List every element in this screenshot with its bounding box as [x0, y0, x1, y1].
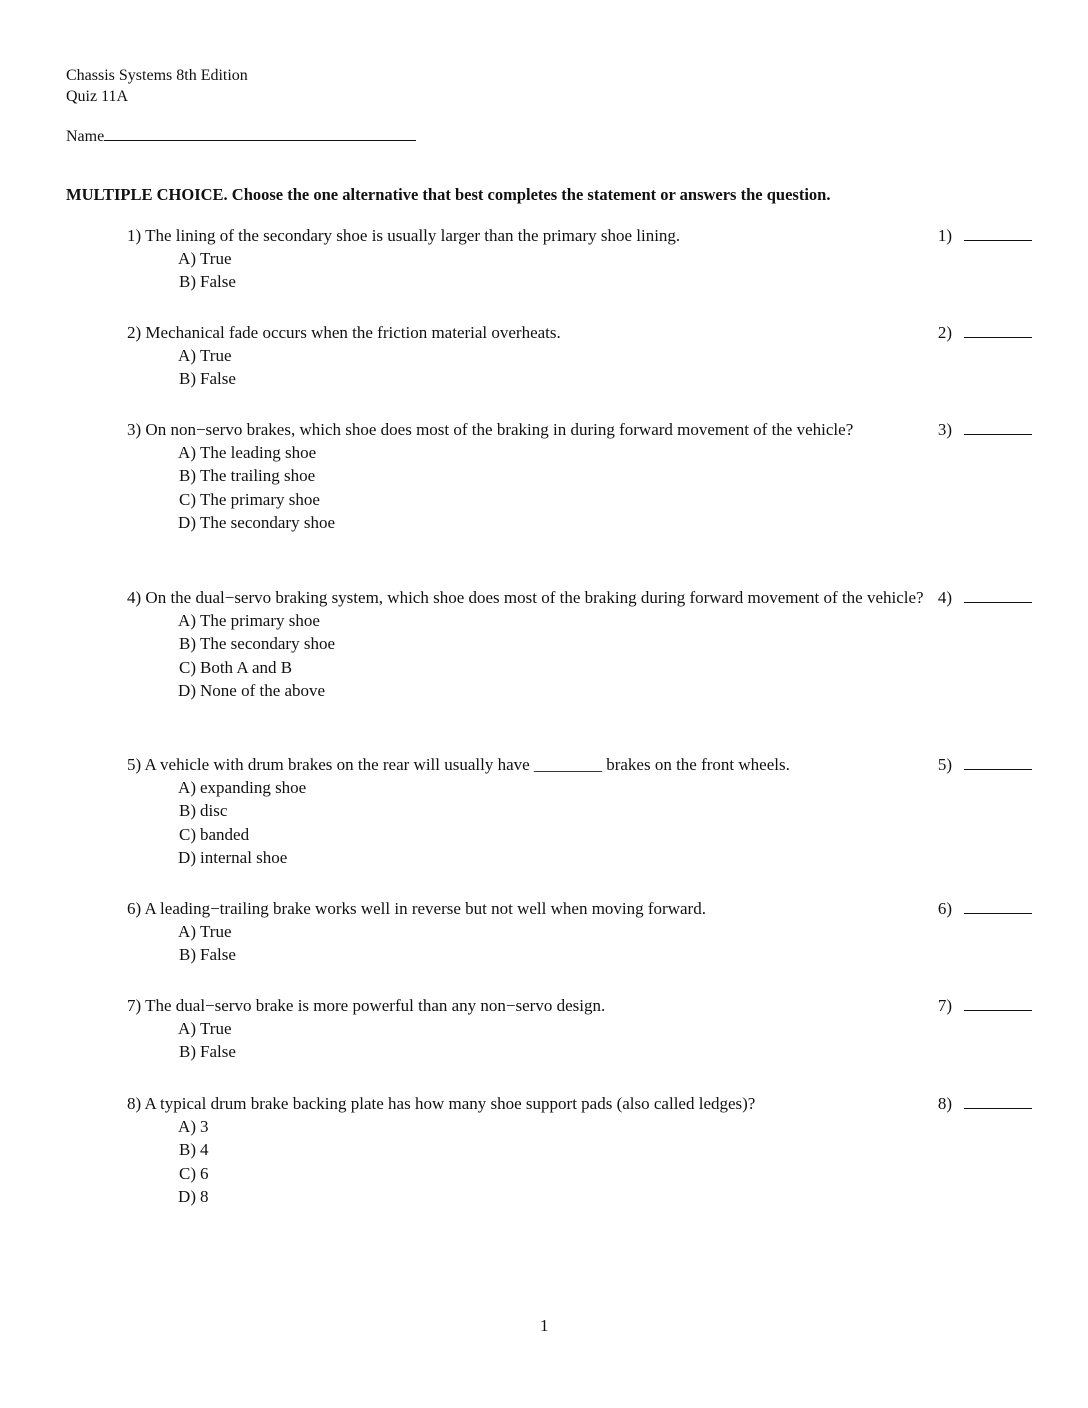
option-text: The leading shoe: [200, 443, 317, 463]
answer-option[interactable]: [127, 609, 1087, 632]
question-stem: 8) A typical drum brake backing plate has how many shoe support pads (also called ledges)?: [127, 1094, 756, 1113]
question: [127, 994, 1087, 1064]
option-label: D): [178, 512, 196, 532]
answer-blank[interactable]: [964, 325, 1032, 338]
question: [127, 224, 1087, 294]
course-title: Chassis Systems 8th Edition: [66, 67, 248, 84]
answer-option[interactable]: [127, 1185, 1087, 1208]
option-text: banded: [200, 824, 250, 844]
answer-option[interactable]: [127, 344, 1087, 367]
answer-number: 5): [937, 755, 952, 774]
option-label: A): [178, 249, 196, 269]
answer-blank[interactable]: [964, 590, 1032, 603]
option-label: B): [179, 272, 196, 292]
question-stem: 3) On non−servo brakes, which shoe does most of the braking in during forward movement of the vehicle?: [127, 420, 854, 439]
option-label: D): [178, 680, 196, 700]
answer-option[interactable]: [127, 656, 1087, 679]
option-text: None of the above: [200, 680, 326, 700]
option-label: A): [178, 1117, 196, 1137]
option-text: True: [200, 249, 232, 269]
question: [127, 586, 1087, 702]
answer-option[interactable]: [127, 1138, 1087, 1161]
option-label: A): [178, 922, 196, 942]
answer-field[interactable]: [930, 586, 1032, 609]
option-label: A): [178, 778, 196, 798]
option-text: 8: [200, 1186, 209, 1206]
option-text: False: [200, 945, 236, 965]
option-label: C): [179, 489, 196, 509]
option-label: B): [179, 369, 196, 389]
answer-number: 6): [937, 899, 952, 918]
answer-option[interactable]: [127, 488, 1087, 511]
question: [127, 418, 1087, 534]
question: [127, 753, 1087, 869]
option-text: The primary shoe: [200, 611, 320, 631]
answer-option[interactable]: [127, 943, 1087, 966]
option-text: The trailing shoe: [200, 466, 316, 486]
option-label: A): [178, 443, 196, 463]
option-label: A): [178, 1019, 196, 1039]
answer-number: 7): [937, 996, 952, 1015]
option-text: 3: [200, 1117, 209, 1137]
question-stem: 5) A vehicle with drum brakes on the rear will usually have ________ brakes on the front wheels.: [127, 755, 790, 774]
option-label: B): [179, 466, 196, 486]
answer-number: 8): [937, 1094, 952, 1113]
option-text: The secondary shoe: [200, 512, 336, 532]
option-text: disc: [200, 801, 228, 821]
option-label: B): [179, 945, 196, 965]
instructions: MULTIPLE CHOICE. Choose the one alternative that best completes the statement or answers the question.: [66, 185, 831, 204]
question-stem: 2) Mechanical fade occurs when the friction material overheats.: [127, 323, 561, 342]
question-stem: 4) On the dual−servo braking system, which shoe does most of the braking during forward movement of the vehicle?: [127, 588, 924, 607]
answer-field[interactable]: [930, 1092, 1032, 1115]
option-text: The primary shoe: [200, 489, 320, 509]
answer-option[interactable]: [127, 632, 1087, 655]
answer-option[interactable]: [127, 1017, 1087, 1040]
answer-blank[interactable]: [964, 1096, 1032, 1109]
answer-option[interactable]: [127, 1040, 1087, 1063]
option-text: True: [200, 1019, 232, 1039]
quiz-title: Quiz 11A: [66, 88, 129, 105]
answer-field[interactable]: [930, 418, 1032, 441]
answer-number: 3): [937, 420, 952, 439]
answer-number: 1): [937, 226, 952, 245]
page-number: 1: [540, 1316, 549, 1335]
option-text: internal shoe: [200, 847, 288, 867]
answer-option[interactable]: [127, 1162, 1087, 1185]
option-text: Both A and B: [200, 657, 293, 677]
answer-field[interactable]: [930, 994, 1032, 1017]
question: [127, 897, 1087, 967]
question-stem: 7) The dual−servo brake is more powerful than any non−servo design.: [127, 996, 606, 1015]
option-text: False: [200, 1042, 236, 1062]
answer-blank[interactable]: [964, 757, 1032, 770]
question: [127, 1092, 1087, 1208]
answer-blank[interactable]: [964, 228, 1032, 241]
option-text: False: [200, 369, 236, 389]
answer-field[interactable]: [930, 321, 1032, 344]
answer-option[interactable]: [127, 511, 1087, 534]
answer-option[interactable]: [127, 441, 1087, 464]
option-text: The secondary shoe: [200, 634, 336, 654]
answer-option[interactable]: [127, 776, 1087, 799]
answer-option[interactable]: [127, 799, 1087, 822]
name-line[interactable]: [104, 126, 416, 141]
answer-option[interactable]: [127, 679, 1087, 702]
answer-option[interactable]: [127, 270, 1087, 293]
answer-option[interactable]: [127, 1115, 1087, 1138]
name-label: Name: [66, 128, 105, 145]
answer-option[interactable]: [127, 464, 1087, 487]
answer-blank[interactable]: [964, 901, 1032, 914]
option-label: A): [178, 346, 196, 366]
option-text: True: [200, 922, 232, 942]
answer-option[interactable]: [127, 823, 1087, 846]
name-field[interactable]: [66, 126, 416, 146]
option-label: C): [179, 824, 196, 844]
option-text: True: [200, 346, 232, 366]
question-stem: 6) A leading−trailing brake works well in reverse but not well when moving forward.: [127, 899, 706, 918]
option-label: D): [178, 1186, 196, 1206]
option-label: B): [179, 1140, 196, 1160]
option-label: C): [179, 1163, 196, 1183]
answer-field[interactable]: [930, 897, 1032, 920]
option-text: 6: [200, 1163, 209, 1183]
option-label: B): [179, 801, 196, 821]
option-label: D): [178, 847, 196, 867]
question-stem: 1) The lining of the secondary shoe is usually larger than the primary shoe lining.: [127, 226, 681, 245]
answer-field[interactable]: [930, 753, 1032, 776]
answer-option[interactable]: [127, 247, 1087, 270]
answer-field[interactable]: [930, 224, 1032, 247]
answer-blank[interactable]: [964, 998, 1032, 1011]
option-label: B): [179, 1042, 196, 1062]
answer-blank[interactable]: [964, 422, 1032, 435]
option-text: expanding shoe: [200, 778, 307, 798]
option-label: B): [179, 634, 196, 654]
answer-number: 4): [937, 588, 952, 607]
question: [127, 321, 1087, 391]
answer-option[interactable]: [127, 846, 1087, 869]
option-label: A): [178, 611, 196, 631]
option-text: 4: [200, 1140, 209, 1160]
answer-option[interactable]: [127, 367, 1087, 390]
answer-option[interactable]: [127, 920, 1087, 943]
answer-number: 2): [937, 323, 952, 342]
option-text: False: [200, 272, 236, 292]
option-label: C): [179, 657, 196, 677]
